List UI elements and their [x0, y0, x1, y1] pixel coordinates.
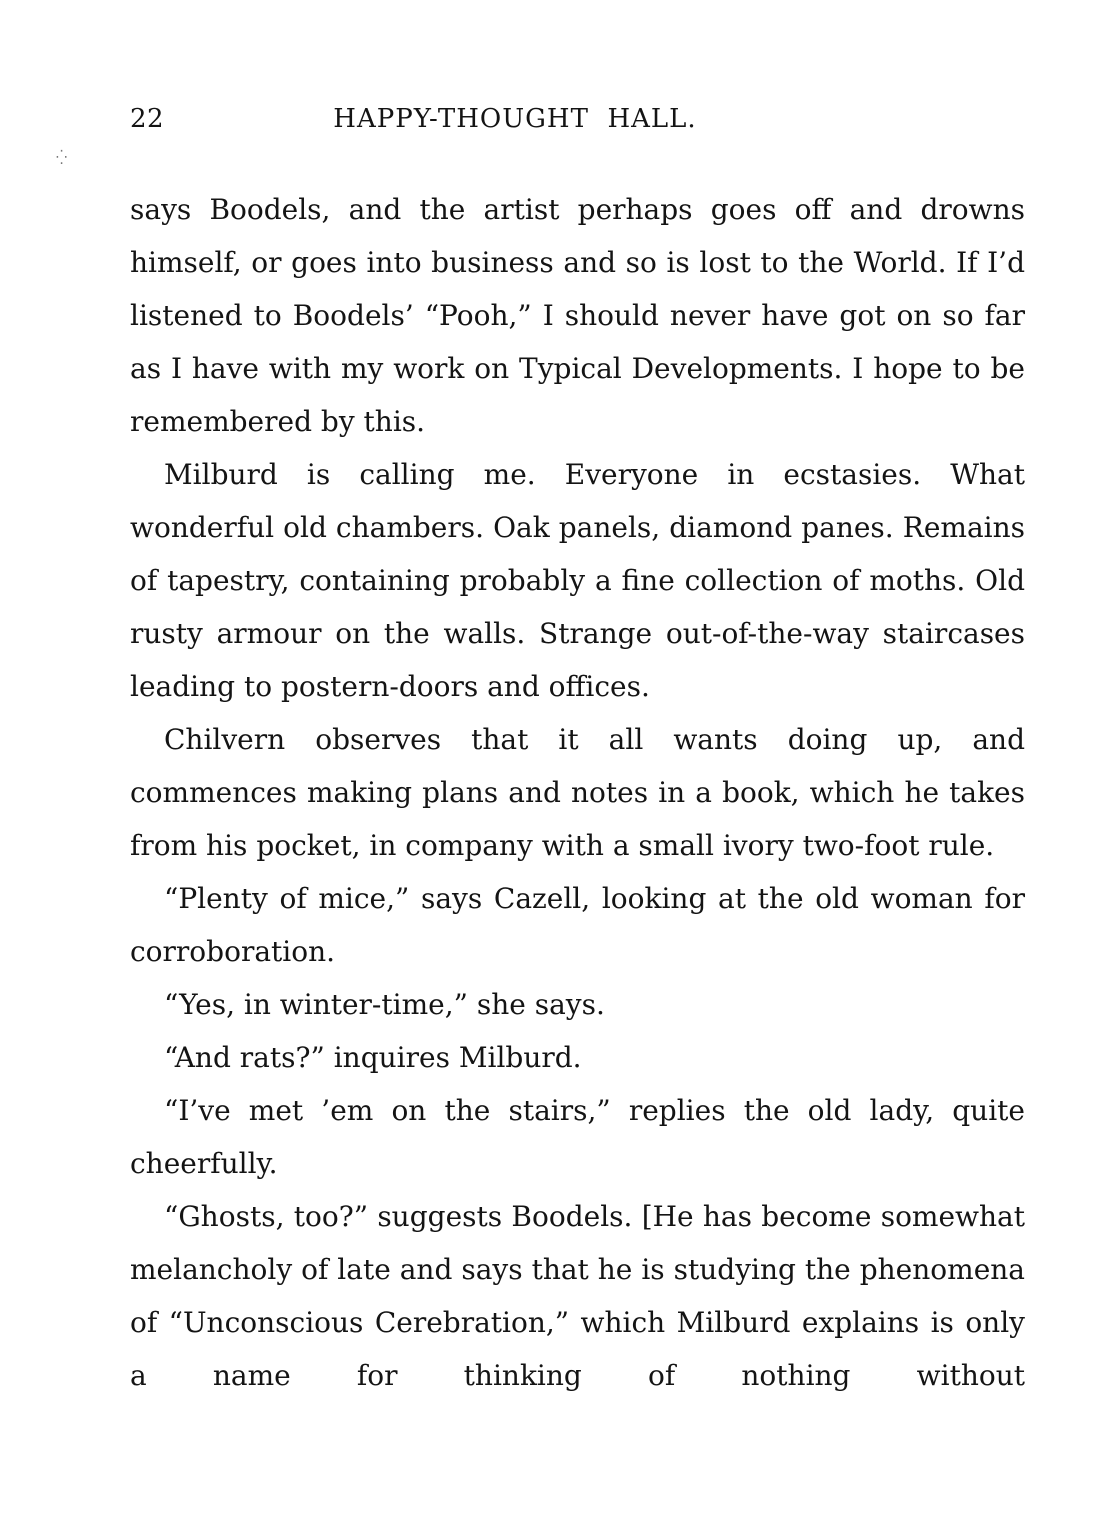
running-title: HAPPY-THOUGHT HALL.	[333, 104, 697, 134]
body-text	[130, 183, 1025, 1402]
paragraph: Chilvern observes that it all wants doing up, and commences making plans and notes in a book, which he takes from his pocket, in company with a small ivory two-foot rule.	[130, 723, 1025, 862]
paragraph: “Plenty of mice,” says Cazell, looking at the old woman for corroboration.	[130, 882, 1025, 968]
paragraph: “I’ve met ’em on the stairs,” replies the old lady, quite cheerfully.	[130, 1094, 1025, 1180]
page-number: 22	[130, 104, 165, 134]
paragraph: Milburd is calling me. Everyone in ecstasies. What wonderful old chambers. Oak panels, diamond panes. Remains of tapestry, containing probably a fine collection of moths. Old rusty armour on the walls. Strange out-of-the-way staircases leading to postern-doors and offices.	[130, 458, 1025, 703]
paragraph: “Ghosts, too?” suggests Boodels. [He has become somewhat melancholy of late and says that he is studying the phenomena of “Unconscious Cerebration,” which Milburd explains is only a name for thinking of nothing without	[130, 1200, 1025, 1392]
paragraph: says Boodels, and the artist perhaps goes off and drowns himself, or goes into business and so is lost to the World. If I’d listened to Boodels’ “Pooh,” I should never have got on so far as I have with my work on Typical Developments. I hope to be remembered by this.	[130, 193, 1025, 438]
margin-speck: ⁛	[56, 150, 68, 166]
page-header	[130, 104, 1025, 144]
paragraph: “Yes, in winter-time,” she says.	[164, 988, 605, 1021]
paragraph: “And rats?” inquires Milburd.	[164, 1041, 582, 1074]
